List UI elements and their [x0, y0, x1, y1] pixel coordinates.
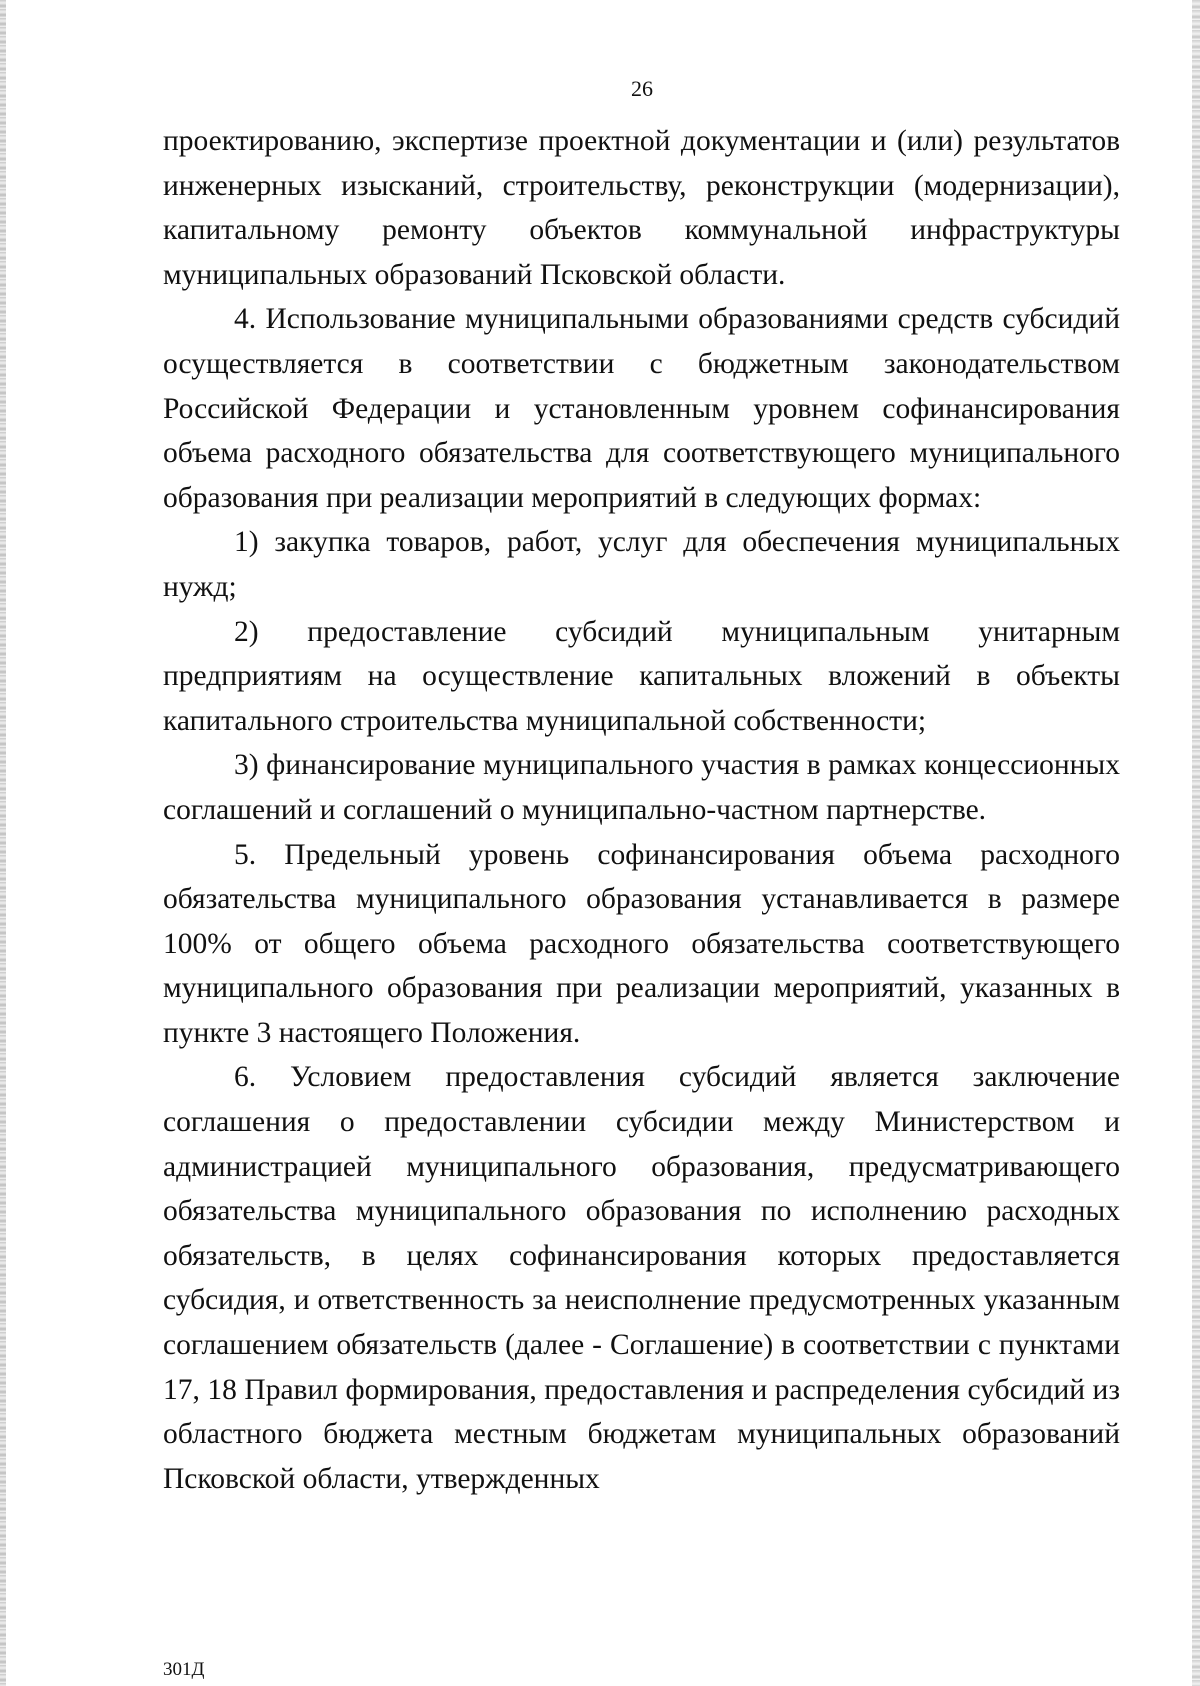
page-number: 26	[631, 76, 653, 101]
scan-left-edge	[0, 0, 6, 1686]
paragraph: 5. Предельный уровень софинансирования объема расходного обязательства муниципального образования устанавливается в размере 100% от общего объема расходного обязательства соответствующего муниципального образования при реализации мероприятий, указанных в пункте 3 настоящего Положения.	[163, 838, 1120, 1049]
document-body	[163, 119, 1120, 1501]
paragraph: проектированию, экспертизе проектной документации и (или) результатов инженерных изысканий, строительству, реконструкции (модернизации), капитальному ремонту объектов коммунальной инфраструктуры муниципальных образований Псковской области.	[163, 125, 1120, 291]
paragraph: 1) закупка товаров, работ, услуг для обеспечения муниципальных нужд;	[163, 526, 1120, 603]
paragraph: 2) предоставление субсидий муниципальным унитарным предприятиям на осуществление капитальных вложений в объекты капитального строительства муниципальной собственности;	[163, 615, 1120, 737]
document-code: 301Д	[163, 1659, 205, 1680]
paragraph: 3) финансирование муниципального участия в рамках концессионных соглашений и соглашений о муниципально-частном партнерстве.	[163, 749, 1120, 826]
paragraph: 4. Использование муниципальными образованиями средств субсидий осуществляется в соответствии с бюджетным законодательством Российской Федерации и установленным уровнем софинансирования объема расходного обязательства для соответствующего муниципального образования при реализации мероприятий в следующих формах:	[163, 303, 1120, 514]
paragraph: 6. Условием предоставления субсидий является заключение соглашения о предоставлении субсидии между Министерством и администрацией муниципального образования, предусматривающего обязательства муниципального образования по исполнению расходных обязательств, в целях софинансирования которых предоставляется субсидия, и ответственность за неисполнение предусмотренных указанным соглашением обязательств (далее - Соглашение) в соответствии с пунктами 17, 18 Правил формирования, предоставления и распределения субсидий из областного бюджета местным бюджетам муниципальных образований Псковской области, утвержденных	[163, 1061, 1120, 1495]
scan-right-edge	[1192, 0, 1200, 1686]
